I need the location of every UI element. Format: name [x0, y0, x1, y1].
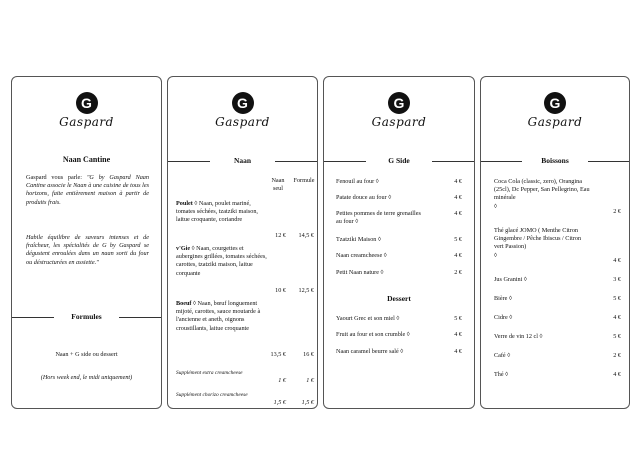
side-price: 4 € — [454, 194, 462, 201]
logo-disc: G — [544, 92, 566, 114]
dessert-price: 4 € — [454, 348, 462, 355]
side-item: Naan creamcheese ◊ — [336, 252, 387, 259]
drink-item: Thé glacé JOMO ( Menthe Citron Gingembre / Pêche Ibiscus / Citron vert Passion) ◊ — [494, 227, 582, 259]
side-item: Fenouil au four ◊ — [336, 178, 379, 185]
veggie-diamond-icon: ◊ — [396, 316, 400, 322]
logo-wordmark: Gaspard — [59, 115, 114, 129]
poulet-price-formule: 14,5 € — [298, 232, 314, 239]
poulet-price-seul: 12 € — [275, 232, 286, 239]
veggie-diamond-icon: ◊ — [406, 332, 410, 338]
boeuf-price-formule: 16 € — [303, 351, 314, 358]
gaspard-logo — [324, 92, 474, 134]
drink-price: 2 € — [613, 208, 621, 215]
side-price: 4 € — [454, 178, 462, 185]
side-item: Petites pommes de terre grenailles au four ◊ — [336, 210, 421, 226]
supplement-chorizo-creamcheese: Supplément chorizo creamcheese — [176, 392, 248, 398]
drink-price: 4 € — [613, 314, 621, 321]
dessert-price: 5 € — [454, 315, 462, 322]
col-naan-seul: Naan seul — [271, 177, 285, 193]
panel-g-side — [323, 76, 475, 409]
logo-disc: G — [232, 92, 254, 114]
veggie-diamond-icon: ◊ — [400, 349, 404, 355]
drink-price: 5 € — [613, 295, 621, 302]
veggie-diamond-icon: ◊ — [383, 253, 387, 259]
side-item: Patate douce au four ◊ — [336, 194, 392, 201]
gaspard-logo — [168, 92, 317, 134]
supplement-2-formule: 1,5 € — [301, 399, 314, 406]
panel-naan — [167, 76, 318, 409]
drink-item: Bière ◊ — [494, 295, 512, 302]
drink-item: Cidre ◊ — [494, 314, 513, 321]
veggie-diamond-icon: ◊ — [194, 201, 198, 207]
side-price: 4 € — [454, 252, 462, 259]
dessert-item: Fruit au four et son crumble ◊ — [336, 331, 410, 338]
veggie-diamond-icon: ◊ — [494, 252, 497, 259]
logo-disc: G — [388, 92, 410, 114]
panel-boissons — [480, 76, 630, 409]
veggie-diamond-icon: ◊ — [193, 301, 196, 307]
drink-item: Thé ◊ — [494, 371, 509, 378]
col-formule: Formule — [293, 177, 315, 184]
intro-paragraph-1: Gaspard vous parle: "G by Gaspard Naan Cantine associe le Naan à une cuisine de tous les horizons, faite entièrement maison à partir de produits frais. — [26, 174, 149, 206]
drink-price: 3 € — [613, 276, 621, 283]
drink-price: 4 € — [613, 257, 621, 264]
side-price: 4 € — [454, 210, 462, 217]
logo-disc: G — [76, 92, 98, 114]
drink-item: Café ◊ — [494, 352, 511, 359]
veggie-diamond-icon: ◊ — [377, 237, 381, 243]
veggie-diamond-icon: ◊ — [505, 372, 509, 378]
supplement-1-formule: 1 € — [306, 377, 314, 384]
veggie-diamond-icon: ◊ — [375, 179, 379, 185]
naan-item-boeuf: Boeuf ◊ Naan, bœuf longuement mijoté, carottes, sauce moutarde à l'ancienne et aneth, oignons croustillants, laitue croquante — [176, 300, 261, 332]
dessert-title: Dessert — [387, 294, 411, 303]
dessert-price: 4 € — [454, 331, 462, 338]
naan-title: Naan — [168, 155, 317, 167]
supplement-2-seul: 1,5 € — [273, 399, 286, 406]
side-item: Petit Naan nature ◊ — [336, 269, 384, 276]
gaspard-logo — [12, 92, 161, 134]
supplement-1-seul: 1 € — [278, 377, 286, 384]
vgie-price-formule: 12,5 € — [298, 287, 314, 294]
veggie-diamond-icon: ◊ — [508, 296, 512, 302]
g-side-title: G Side — [324, 155, 474, 167]
formule-line: Naan + G side ou dessert — [55, 351, 118, 358]
logo-wordmark: Gaspard — [527, 115, 583, 129]
veggie-diamond-icon: ◊ — [523, 277, 527, 283]
veggie-diamond-icon: ◊ — [494, 203, 497, 210]
veggie-diamond-icon: ◊ — [355, 219, 359, 226]
veggie-diamond-icon: ◊ — [539, 334, 543, 340]
vgie-price-seul: 10 € — [275, 287, 286, 294]
boissons-title: Boissons — [481, 155, 629, 167]
veggie-diamond-icon: ◊ — [191, 246, 195, 252]
dessert-item: Yaourt Grec et son miel ◊ — [336, 315, 400, 322]
formules-title: Formules — [12, 311, 161, 323]
formule-note: (Hors week end, le midi uniquement) — [40, 374, 133, 381]
veggie-diamond-icon: ◊ — [388, 195, 392, 201]
veggie-diamond-icon: ◊ — [509, 315, 513, 321]
drink-price: 5 € — [613, 333, 621, 340]
drink-item: Jus Granini ◊ — [494, 276, 527, 283]
drink-price: 4 € — [613, 371, 621, 378]
drink-item: Coca Cola (classic, zero), Orangina (25cl), Dc Pepper, San Pellegrino, Eau minérale ◊ — [494, 178, 590, 210]
supplement-extra-creamcheese: Supplément extra creamcheese — [176, 370, 243, 376]
side-item: Tzatziki Maison ◊ — [336, 236, 381, 243]
boeuf-price-seul: 13,5 € — [270, 351, 286, 358]
drink-price: 2 € — [613, 352, 621, 359]
side-price: 2 € — [454, 269, 462, 276]
veggie-diamond-icon: ◊ — [507, 353, 511, 359]
naan-cantine-title: Naan Cantine — [62, 155, 111, 164]
naan-item-poulet: Poulet ◊ Naan, poulet mariné, tomates séchées, tzatziki maison, laitue croquante, coriandre — [176, 200, 258, 224]
logo-wordmark: Gaspard — [371, 115, 427, 129]
panel-naan-cantine — [11, 76, 162, 409]
naan-item-vgie: v'Gie ◊ Naan, courgettes et aubergines grillées, tomates séchées, carottes, tzatziki maison, laitue corquante — [176, 245, 267, 277]
drink-item: Verre de vin 12 cl ◊ — [494, 333, 543, 340]
intro-paragraph-2: Habile équilibre de saveurs intenses et de fraîcheur, les spécialités de G by Gaspard se dégustent enroulées dans un naan sorti du four ou déstructurées en assiette." — [26, 234, 149, 266]
side-price: 5 € — [454, 236, 462, 243]
gaspard-logo — [481, 92, 629, 134]
dessert-item: Naan caramel beurre salé ◊ — [336, 348, 404, 355]
logo-wordmark: Gaspard — [215, 115, 270, 129]
veggie-diamond-icon: ◊ — [380, 270, 384, 276]
